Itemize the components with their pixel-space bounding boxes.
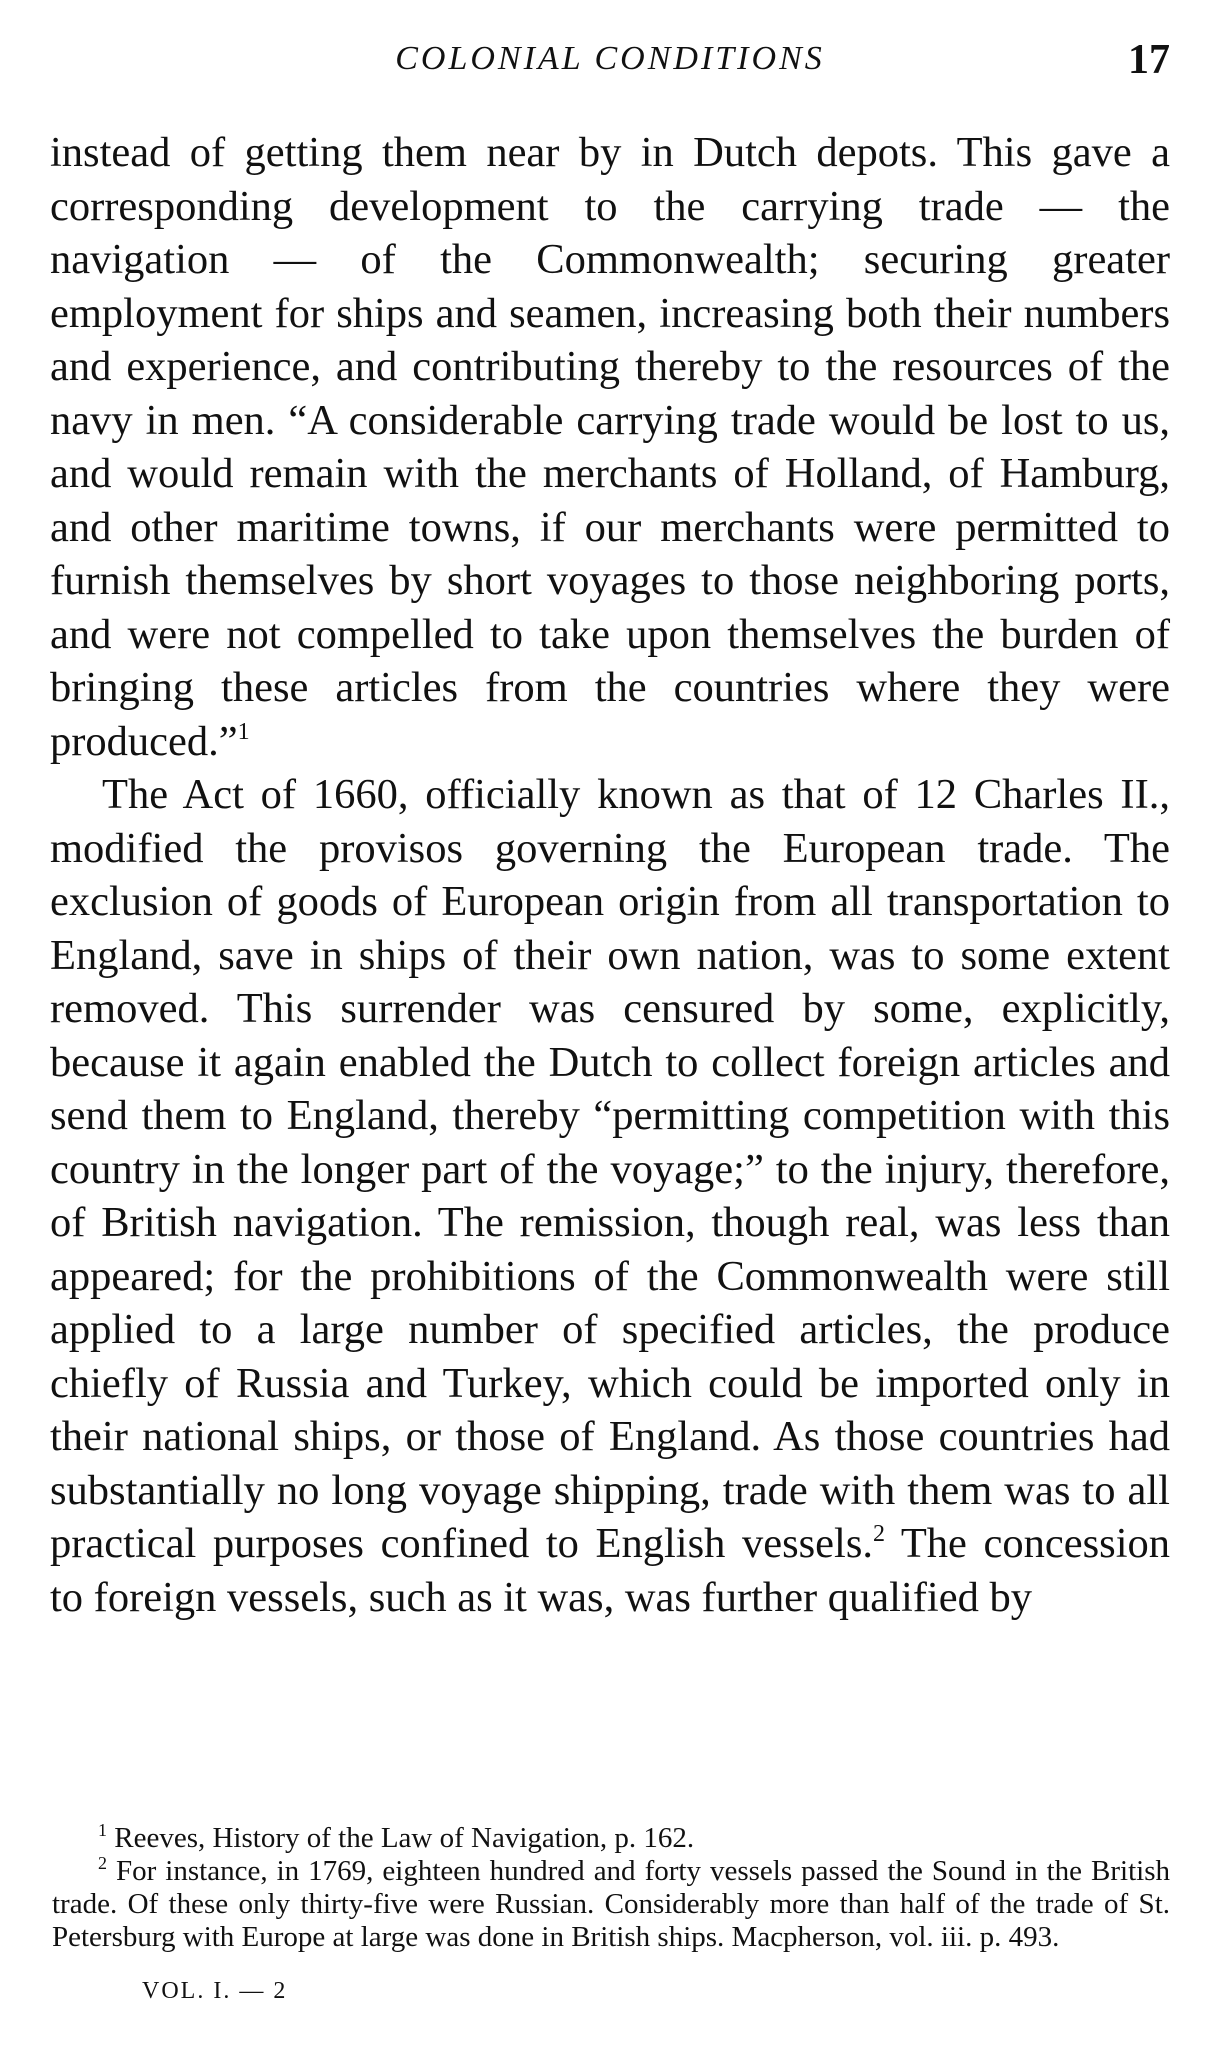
footnote-2 — [52, 1855, 1170, 1954]
paragraph-act-of-1660 — [50, 768, 1170, 1624]
footnotes — [52, 1822, 1170, 1954]
footnote-reference: 2 — [873, 1521, 886, 1547]
running-title: COLONIAL CONDITIONS — [395, 40, 825, 77]
paragraph-continued — [50, 126, 1170, 768]
page-number: 17 — [1128, 37, 1170, 83]
body-text — [50, 126, 1170, 1624]
footnote-reference: 1 — [237, 718, 250, 745]
paragraph-text-continued: The concession to foreign vessels, such as it was, was further qualified by — [50, 1520, 1170, 1621]
footnote-mark: 2 — [98, 1853, 107, 1873]
running-head — [50, 36, 1170, 96]
paragraph-text: instead of getting them near by in Dutch depots. This gave a corresponding development to the carrying trade — the navigation — of the Commonwealth; securing greater employment for ships and seamen, increasing both their numbers and experience, and contributing thereby to the resources of the navy in men. “A considerable carrying trade would be lost to us, and would remain with the merchants of Holland, of Hamburg, and other maritime towns, if our merchants were permitted to furnish themselves by short voyages to those neighboring ports, and were not compelled to take upon themselves the burden of bringing these articles from the countries where they were produced.” — [50, 129, 1170, 765]
footnote-text: For instance, in 1769, eighteen hundred and forty vessels passed the Sound in the British trade. Of these only thirty-five were Russian. Considerably more than half of the trade of St. Petersburg with Europe at large was done in British ships. Macpherson, vol. iii. p. 493. — [52, 1855, 1170, 1953]
footnote-text: Reeves, History of the Law of Navigation, p. 162. — [107, 1822, 695, 1854]
paragraph-text: The Act of 1660, officially known as that of 12 Charles II., modified the provisos governing the European trade. The exclusion of goods of European origin from all transportation to England, save in ships of their own nation, was to some extent removed. This surrender was censured by some, explicitly, because it again enabled the Dutch to collect foreign articles and send them to England, thereby “permitting competition with this country in the longer part of the voyage;” to the injury, therefore, of British navigation. The remission, though real, was less than appeared; for the prohibitions of the Commonwealth were still applied to a large number of specified articles, the produce chiefly of Russia and Turkey, which could be imported only in their national ships, or those of England. As those countries had substantially no long voyage shipping, trade with them was to all practical purposes confined to English vessels. — [50, 771, 1170, 1567]
footnote-mark: 1 — [98, 1820, 107, 1840]
signature-mark: VOL. I. — 2 — [142, 1978, 288, 2004]
footnote-1 — [52, 1822, 1170, 1855]
